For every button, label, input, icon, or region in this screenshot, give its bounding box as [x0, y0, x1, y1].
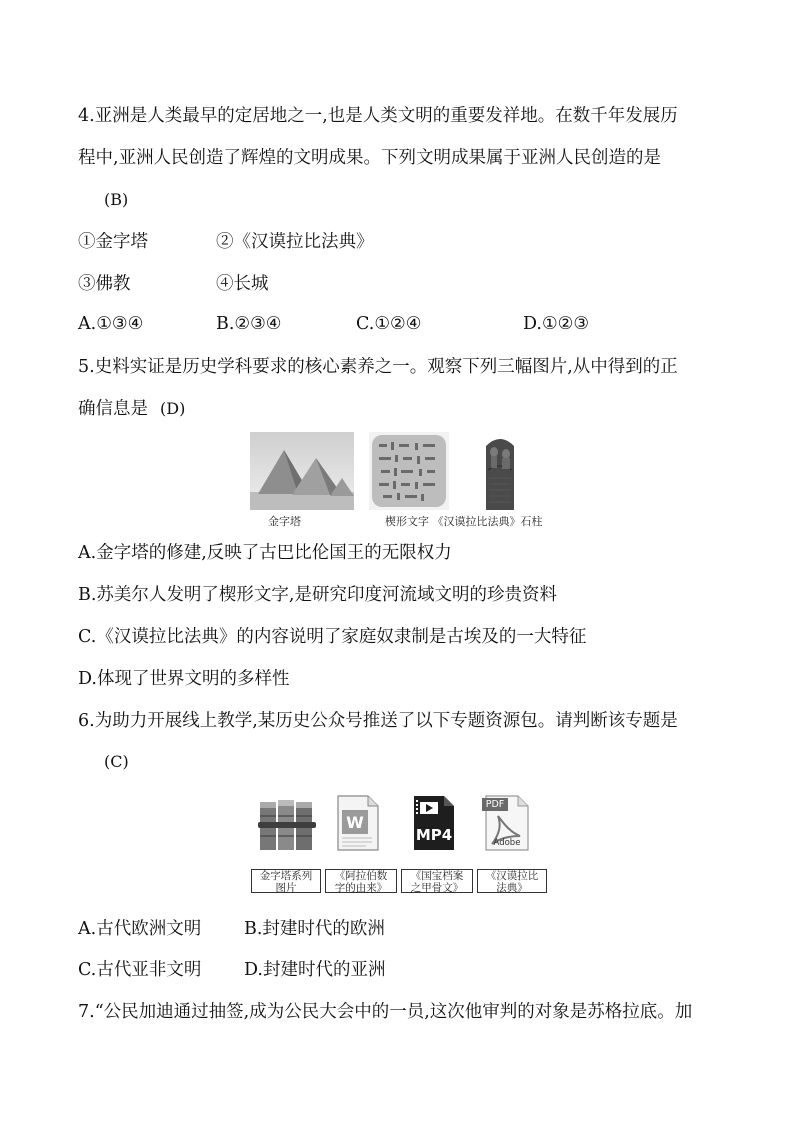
- caption-cuneiform-stele: 楔形文字 《汉谟拉比法典》石柱: [385, 515, 543, 528]
- q4-option-d: D.①②③: [523, 314, 590, 334]
- word-document-icon: [328, 792, 384, 854]
- pdf-label: PDF: [485, 799, 505, 810]
- q5-option-d: D.体现了世界文明的多样性: [78, 669, 290, 689]
- q4-option-b: B.②③④: [216, 314, 282, 334]
- q6-stem-line1: 6.为助力开展线上教学,某历史公众号推送了以下专题资源包。请判断该专题是: [78, 711, 678, 731]
- q6-answer: (C): [104, 752, 129, 771]
- adobe-label: Adobe: [493, 838, 521, 848]
- tile-line1: 《阿拉伯数: [334, 870, 388, 882]
- q6-option-b: B.封建时代的欧洲: [244, 919, 385, 939]
- q5-stem-line2: 确信息是: [78, 399, 148, 419]
- q4-item-1: ①金字塔: [78, 232, 148, 252]
- hammurabi-stele-image: [478, 432, 522, 510]
- q5-option-a: A.金字塔的修建,反映了古巴比伦国王的无限权力: [78, 543, 452, 563]
- q5-answer: (D): [160, 399, 186, 418]
- tile-line2: 字的由来》: [334, 881, 388, 894]
- q6-option-a: A.古代欧洲文明: [78, 919, 202, 939]
- q4-option-c: C.①②④: [356, 314, 422, 334]
- q5-option-b: B.苏美尔人发明了楔形文字,是研究印度河流域文明的珍贵资料: [78, 585, 557, 605]
- q5-option-c: C.《汉谟拉比法典》的内容说明了家庭奴隶制是古埃及的一大特征: [78, 627, 587, 647]
- q6-option-d: D.封建时代的亚洲: [244, 960, 386, 980]
- tile-line2: 法典》: [496, 881, 528, 894]
- resource-tile-hammurabi-code: [477, 869, 547, 893]
- tile-line2: 图片: [275, 881, 297, 894]
- pyramid-image: [250, 432, 354, 510]
- tile-line1: 《汉谟拉比: [485, 870, 539, 882]
- tile-line1: 《国宝档案: [410, 870, 464, 882]
- q4-item-4: ④长城: [216, 274, 269, 294]
- mp4-video-icon: [406, 792, 462, 854]
- q4-stem-line1: 4.亚洲是人类最早的定居地之一,也是人类文明的重要发祥地。在数千年发展历: [78, 106, 678, 126]
- tile-line1: 金字塔系列: [259, 870, 313, 882]
- books-archive-icon: [256, 792, 318, 854]
- q4-item-3: ③佛教: [78, 274, 131, 294]
- cuneiform-tablet-image: [369, 432, 449, 510]
- mp4-label: MP4: [415, 826, 453, 844]
- caption-pyramid: 金字塔: [268, 515, 301, 528]
- svg-text:W: W: [346, 813, 364, 832]
- resource-tile-pyramid-photos: [251, 869, 321, 893]
- q4-stem-line2: 程中,亚洲人民创造了辉煌的文明成果。下列文明成果属于亚洲人民创造的是: [78, 148, 662, 168]
- pdf-document-icon: [476, 792, 536, 854]
- q4-answer: (B): [104, 190, 129, 209]
- q4-option-a: A.①③④: [78, 314, 144, 334]
- q5-stem-line1: 5.史料实证是历史学科要求的核心素养之一。观察下列三幅图片,从中得到的正: [78, 357, 678, 377]
- q7-stem-line1: 7.“公民加迪通过抽签,成为公民大会中的一员,这次他审判的对象是苏格拉底。加: [78, 1002, 693, 1022]
- q6-option-c: C.古代亚非文明: [78, 960, 202, 980]
- tile-line2: 之甲骨文》: [410, 881, 464, 894]
- resource-tile-oracle-bone: [401, 869, 473, 893]
- q4-item-2: ②《汉谟拉比法典》: [216, 232, 374, 252]
- resource-tile-arabic-numerals: [325, 869, 397, 893]
